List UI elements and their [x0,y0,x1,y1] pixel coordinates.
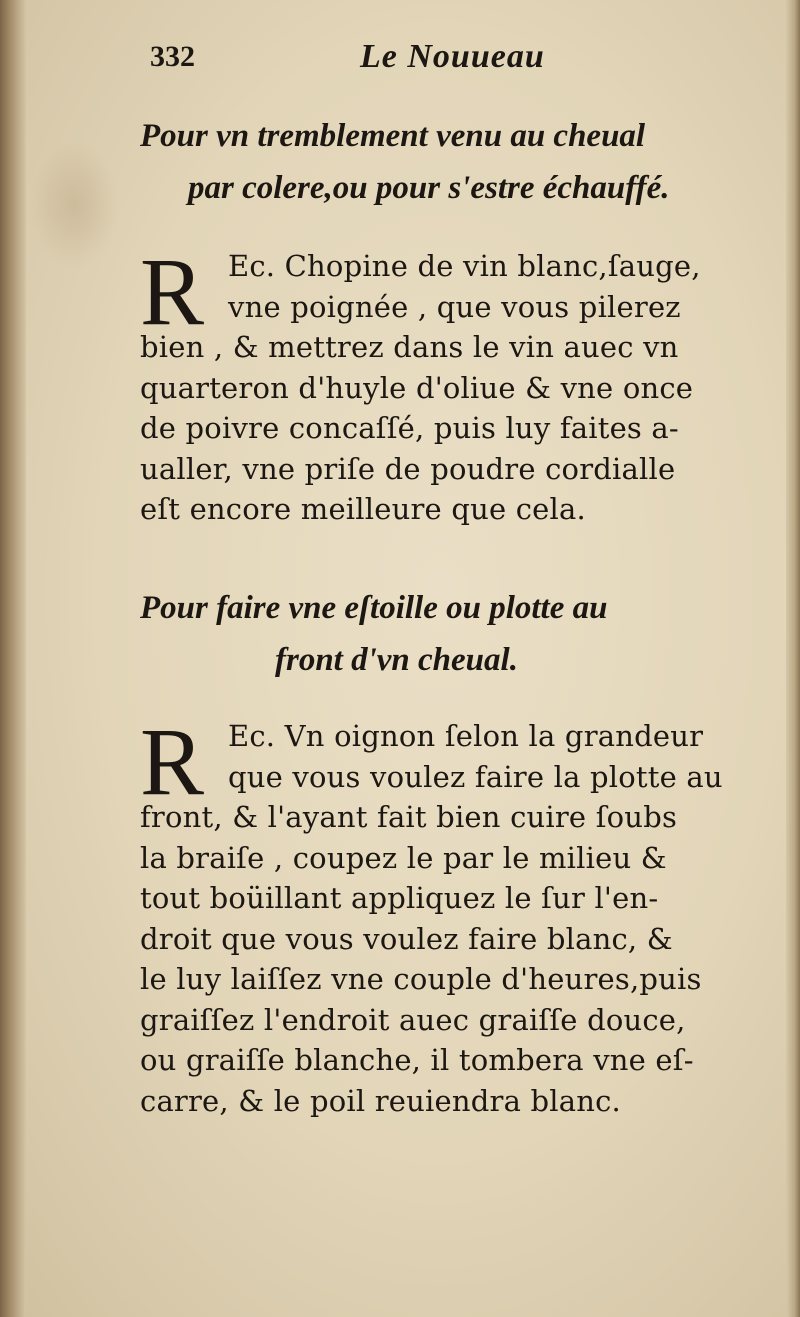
heading-line: front d'vn cheual. [275,642,518,678]
page-number: 332 [150,40,195,73]
paper-stain [30,140,120,270]
section-heading-1 [140,110,760,214]
text-line: tout boüillant appliquez le ſur l'en- [140,881,659,915]
heading-line: par colere,ou pour s'estre échauffé. [188,170,670,206]
running-title: Le Nouueau [360,38,545,75]
section-body-1 [140,238,740,530]
heading-line: Pour faire vne eſtoille ou plotte au [140,590,608,626]
drop-cap: R [140,238,205,345]
text-line: que vous voulez faire la plotte au [228,759,723,794]
text-line: Ec. Chopine de vin blanc,ſauge, [228,249,701,283]
section-body-2 [140,708,740,1121]
text-line: de poivre concaſſé, puis luy faites a- [140,411,679,445]
text-line: Ec. Vn oignon ſelon la grandeur [228,719,704,753]
running-head [150,38,590,88]
text-line: la braiſe , coupez le par le milieu & [140,840,667,875]
page-edge [786,0,800,1317]
text-line: ou graiſſe blanche, il tombera vne eſ- [140,1043,694,1077]
drop-cap: R [140,708,205,815]
text-line: eſt encore meilleure que cela. [140,492,586,526]
section-heading-2 [140,582,760,686]
text-line: bien , & mettrez dans le vin auec vn [140,330,679,364]
text-line: graiſſez l'endroit auec graiſſe douce, [140,1002,686,1037]
text-line: quarteron d'huyle d'oliue & vne once [140,370,694,405]
text-line: le luy laiſſez vne couple d'heures,puis [140,962,702,996]
text-line: ualler, vne priſe de poudre cordialle [140,451,676,486]
text-line: front, & l'ayant fait bien cuire ſoubs [140,800,678,834]
text-line: droit que vous voulez faire blanc, & [140,921,673,956]
text-line: vne poignée , que vous pilerez [228,289,681,324]
text-line: carre, & le poil reuiendra blanc. [140,1083,621,1118]
heading-line: Pour vn tremblement venu au cheual [140,118,646,154]
page-gutter [0,0,26,1317]
